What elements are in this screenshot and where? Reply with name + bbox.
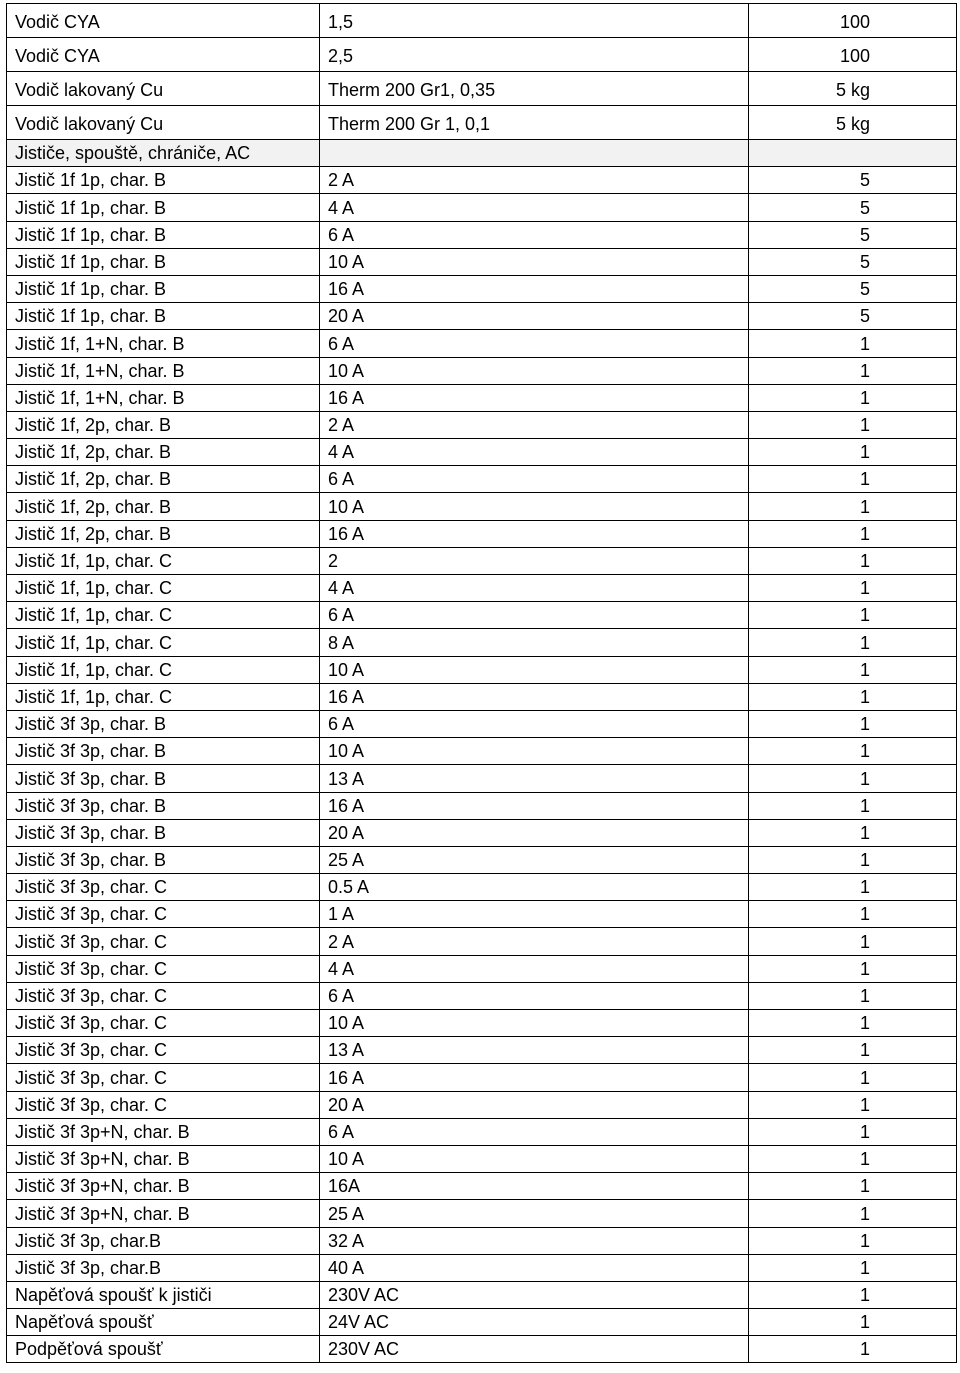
table-row [7,1091,957,1118]
item-spec-cell: 4 A [320,439,749,466]
item-quantity-cell: 1 [749,1037,957,1064]
parts-sheet [6,3,956,1363]
item-name-cell: Jistič 1f 1p, char. B [7,167,320,194]
table-row [7,1145,957,1172]
item-spec-cell: 10 A [320,738,749,765]
item-name-cell: Jistič 1f 1p, char. B [7,248,320,275]
item-name-cell: Vodič CYA [7,4,320,38]
item-name-cell: Jistič 1f, 2p, char. B [7,520,320,547]
table-section-row [7,140,957,167]
table-row [7,928,957,955]
item-quantity-cell: 1 [749,955,957,982]
item-name-cell: Jističe, spouště, chrániče, AC [7,140,320,167]
table-row [7,656,957,683]
table-row [7,819,957,846]
item-spec-cell: 6 A [320,602,749,629]
item-name-cell: Jistič 3f 3p, char. C [7,928,320,955]
item-spec-cell: 1,5 [320,4,749,38]
item-quantity-cell: 1 [749,439,957,466]
item-spec-cell: 40 A [320,1254,749,1281]
item-spec-cell: 16A [320,1173,749,1200]
item-quantity-cell: 1 [749,1200,957,1227]
item-quantity-cell: 1 [749,357,957,384]
item-spec-cell: Therm 200 Gr 1, 0,1 [320,106,749,140]
item-spec-cell: 16 A [320,275,749,302]
parts-table-body [7,4,957,1363]
item-quantity-cell: 5 [749,221,957,248]
item-quantity-cell: 1 [749,1010,957,1037]
table-row [7,1010,957,1037]
parts-table [6,3,957,1363]
item-spec-cell: Therm 200 Gr1, 0,35 [320,72,749,106]
item-spec-cell: 24V AC [320,1309,749,1336]
item-name-cell: Jistič 3f 3p+N, char. B [7,1200,320,1227]
item-name-cell: Jistič 1f 1p, char. B [7,194,320,221]
table-row [7,738,957,765]
item-name-cell: Vodič CYA [7,38,320,72]
table-row [7,846,957,873]
table-row [7,1037,957,1064]
table-row [7,38,957,72]
table-row [7,1281,957,1308]
item-quantity-cell: 1 [749,792,957,819]
item-spec-cell: 25 A [320,846,749,873]
table-row [7,575,957,602]
table-row [7,792,957,819]
item-name-cell: Jistič 3f 3p, char. C [7,1037,320,1064]
item-spec-cell: 230V AC [320,1281,749,1308]
item-spec-cell: 6 A [320,1118,749,1145]
item-quantity-cell: 1 [749,846,957,873]
table-row [7,765,957,792]
item-name-cell: Jistič 3f 3p, char. B [7,765,320,792]
item-spec-cell: 16 A [320,792,749,819]
table-row [7,1336,957,1363]
table-row [7,547,957,574]
item-spec-cell: 32 A [320,1227,749,1254]
item-name-cell: Napěťová spoušť [7,1309,320,1336]
item-spec-cell: 16 A [320,520,749,547]
item-quantity-cell: 5 kg [749,72,957,106]
table-row [7,303,957,330]
item-quantity-cell: 1 [749,1336,957,1363]
item-quantity-cell: 1 [749,683,957,710]
item-name-cell: Podpěťová spoušť [7,1336,320,1363]
table-row [7,982,957,1009]
item-name-cell: Jistič 3f 3p, char. C [7,1091,320,1118]
item-name-cell: Jistič 3f 3p, char. C [7,982,320,1009]
item-quantity-cell: 1 [749,819,957,846]
item-quantity-cell: 1 [749,1064,957,1091]
table-row [7,411,957,438]
table-row [7,4,957,38]
item-name-cell: Jistič 1f 1p, char. B [7,275,320,302]
item-quantity-cell: 5 [749,167,957,194]
item-quantity-cell: 1 [749,1254,957,1281]
item-spec-cell: 10 A [320,1010,749,1037]
item-spec-cell: 6 A [320,466,749,493]
item-spec-cell: 4 A [320,575,749,602]
item-name-cell: Jistič 3f 3p, char. B [7,819,320,846]
item-name-cell: Jistič 3f 3p+N, char. B [7,1118,320,1145]
table-row [7,874,957,901]
item-spec-cell: 0.5 A [320,874,749,901]
table-row [7,357,957,384]
item-quantity-cell: 100 [749,38,957,72]
table-row [7,520,957,547]
item-name-cell: Jistič 1f, 1p, char. C [7,683,320,710]
table-row [7,466,957,493]
item-quantity-cell: 1 [749,738,957,765]
item-spec-cell: 13 A [320,765,749,792]
item-quantity-cell: 1 [749,1145,957,1172]
item-name-cell: Jistič 1f, 1p, char. C [7,629,320,656]
table-row [7,384,957,411]
item-name-cell: Jistič 3f 3p, char.B [7,1227,320,1254]
item-quantity-cell: 1 [749,629,957,656]
item-name-cell: Jistič 1f, 1p, char. C [7,602,320,629]
item-spec-cell: 2 A [320,411,749,438]
item-quantity-cell: 1 [749,765,957,792]
item-spec-cell: 6 A [320,982,749,1009]
item-name-cell: Jistič 3f 3p, char. C [7,1064,320,1091]
item-quantity-cell: 1 [749,493,957,520]
item-name-cell: Jistič 1f, 1p, char. C [7,547,320,574]
table-row [7,221,957,248]
item-quantity-cell: 1 [749,411,957,438]
item-spec-cell: 2,5 [320,38,749,72]
item-name-cell: Jistič 3f 3p, char. B [7,710,320,737]
item-spec-cell: 2 [320,547,749,574]
table-row [7,493,957,520]
item-quantity-cell: 100 [749,4,957,38]
item-quantity-cell: 1 [749,710,957,737]
table-row [7,275,957,302]
item-quantity-cell: 1 [749,330,957,357]
item-quantity-cell: 1 [749,1091,957,1118]
item-spec-cell: 10 A [320,656,749,683]
item-name-cell: Jistič 3f 3p, char. B [7,792,320,819]
item-name-cell: Jistič 1f 1p, char. B [7,221,320,248]
item-name-cell: Napěťová spoušť k jističi [7,1281,320,1308]
table-row [7,106,957,140]
item-quantity-cell: 5 [749,248,957,275]
item-spec-cell: 16 A [320,683,749,710]
item-spec-cell: 2 A [320,928,749,955]
item-spec-cell: 4 A [320,955,749,982]
item-name-cell: Vodič lakovaný Cu [7,106,320,140]
item-spec-cell: 8 A [320,629,749,656]
item-name-cell: Jistič 1f, 1p, char. C [7,575,320,602]
item-name-cell: Jistič 3f 3p, char. B [7,846,320,873]
item-name-cell: Jistič 3f 3p, char. C [7,955,320,982]
item-quantity-cell [749,140,957,167]
item-spec-cell: 16 A [320,1064,749,1091]
table-row [7,1064,957,1091]
table-row [7,330,957,357]
item-quantity-cell: 5 kg [749,106,957,140]
item-name-cell: Vodič lakovaný Cu [7,72,320,106]
item-spec-cell: 6 A [320,330,749,357]
item-name-cell: Jistič 3f 3p+N, char. B [7,1173,320,1200]
table-row [7,683,957,710]
item-name-cell: Jistič 1f, 1+N, char. B [7,357,320,384]
table-row [7,248,957,275]
table-row [7,72,957,106]
item-quantity-cell: 1 [749,928,957,955]
item-spec-cell: 6 A [320,710,749,737]
item-name-cell: Jistič 1f, 1p, char. C [7,656,320,683]
item-name-cell: Jistič 1f, 2p, char. B [7,466,320,493]
item-quantity-cell: 1 [749,466,957,493]
item-quantity-cell: 1 [749,874,957,901]
item-quantity-cell: 1 [749,602,957,629]
item-quantity-cell: 1 [749,520,957,547]
item-quantity-cell: 5 [749,303,957,330]
item-name-cell: Jistič 1f 1p, char. B [7,303,320,330]
item-name-cell: Jistič 3f 3p, char. C [7,874,320,901]
table-row [7,710,957,737]
item-name-cell: Jistič 3f 3p, char. B [7,738,320,765]
table-row [7,955,957,982]
item-name-cell: Jistič 3f 3p+N, char. B [7,1145,320,1172]
item-name-cell: Jistič 1f, 1+N, char. B [7,330,320,357]
item-name-cell: Jistič 3f 3p, char.B [7,1254,320,1281]
table-row [7,1200,957,1227]
item-name-cell: Jistič 3f 3p, char. C [7,1010,320,1037]
item-quantity-cell: 1 [749,1118,957,1145]
item-name-cell: Jistič 1f, 2p, char. B [7,411,320,438]
table-row [7,439,957,466]
table-row [7,602,957,629]
table-row [7,1227,957,1254]
item-quantity-cell: 1 [749,656,957,683]
item-spec-cell: 10 A [320,248,749,275]
item-quantity-cell: 1 [749,575,957,602]
item-spec-cell: 20 A [320,1091,749,1118]
item-name-cell: Jistič 3f 3p, char. C [7,901,320,928]
item-name-cell: Jistič 1f, 2p, char. B [7,493,320,520]
table-row [7,1254,957,1281]
item-spec-cell: 10 A [320,493,749,520]
item-spec-cell: 4 A [320,194,749,221]
item-quantity-cell: 1 [749,384,957,411]
item-spec-cell: 10 A [320,357,749,384]
item-spec-cell: 6 A [320,221,749,248]
table-row [7,167,957,194]
item-spec-cell: 20 A [320,303,749,330]
item-name-cell: Jistič 1f, 1+N, char. B [7,384,320,411]
item-spec-cell: 25 A [320,1200,749,1227]
item-spec-cell: 10 A [320,1145,749,1172]
item-quantity-cell: 1 [749,1173,957,1200]
item-quantity-cell: 1 [749,1281,957,1308]
item-quantity-cell: 1 [749,901,957,928]
item-quantity-cell: 1 [749,1227,957,1254]
item-spec-cell [320,140,749,167]
item-spec-cell: 2 A [320,167,749,194]
item-quantity-cell: 1 [749,547,957,574]
table-row [7,1173,957,1200]
item-quantity-cell: 5 [749,275,957,302]
item-spec-cell: 20 A [320,819,749,846]
table-row [7,629,957,656]
item-spec-cell: 16 A [320,384,749,411]
item-quantity-cell: 1 [749,1309,957,1336]
item-name-cell: Jistič 1f, 2p, char. B [7,439,320,466]
item-spec-cell: 13 A [320,1037,749,1064]
item-spec-cell: 230V AC [320,1336,749,1363]
item-spec-cell: 1 A [320,901,749,928]
item-quantity-cell: 5 [749,194,957,221]
table-row [7,194,957,221]
table-row [7,1118,957,1145]
table-row [7,1309,957,1336]
table-row [7,901,957,928]
item-quantity-cell: 1 [749,982,957,1009]
